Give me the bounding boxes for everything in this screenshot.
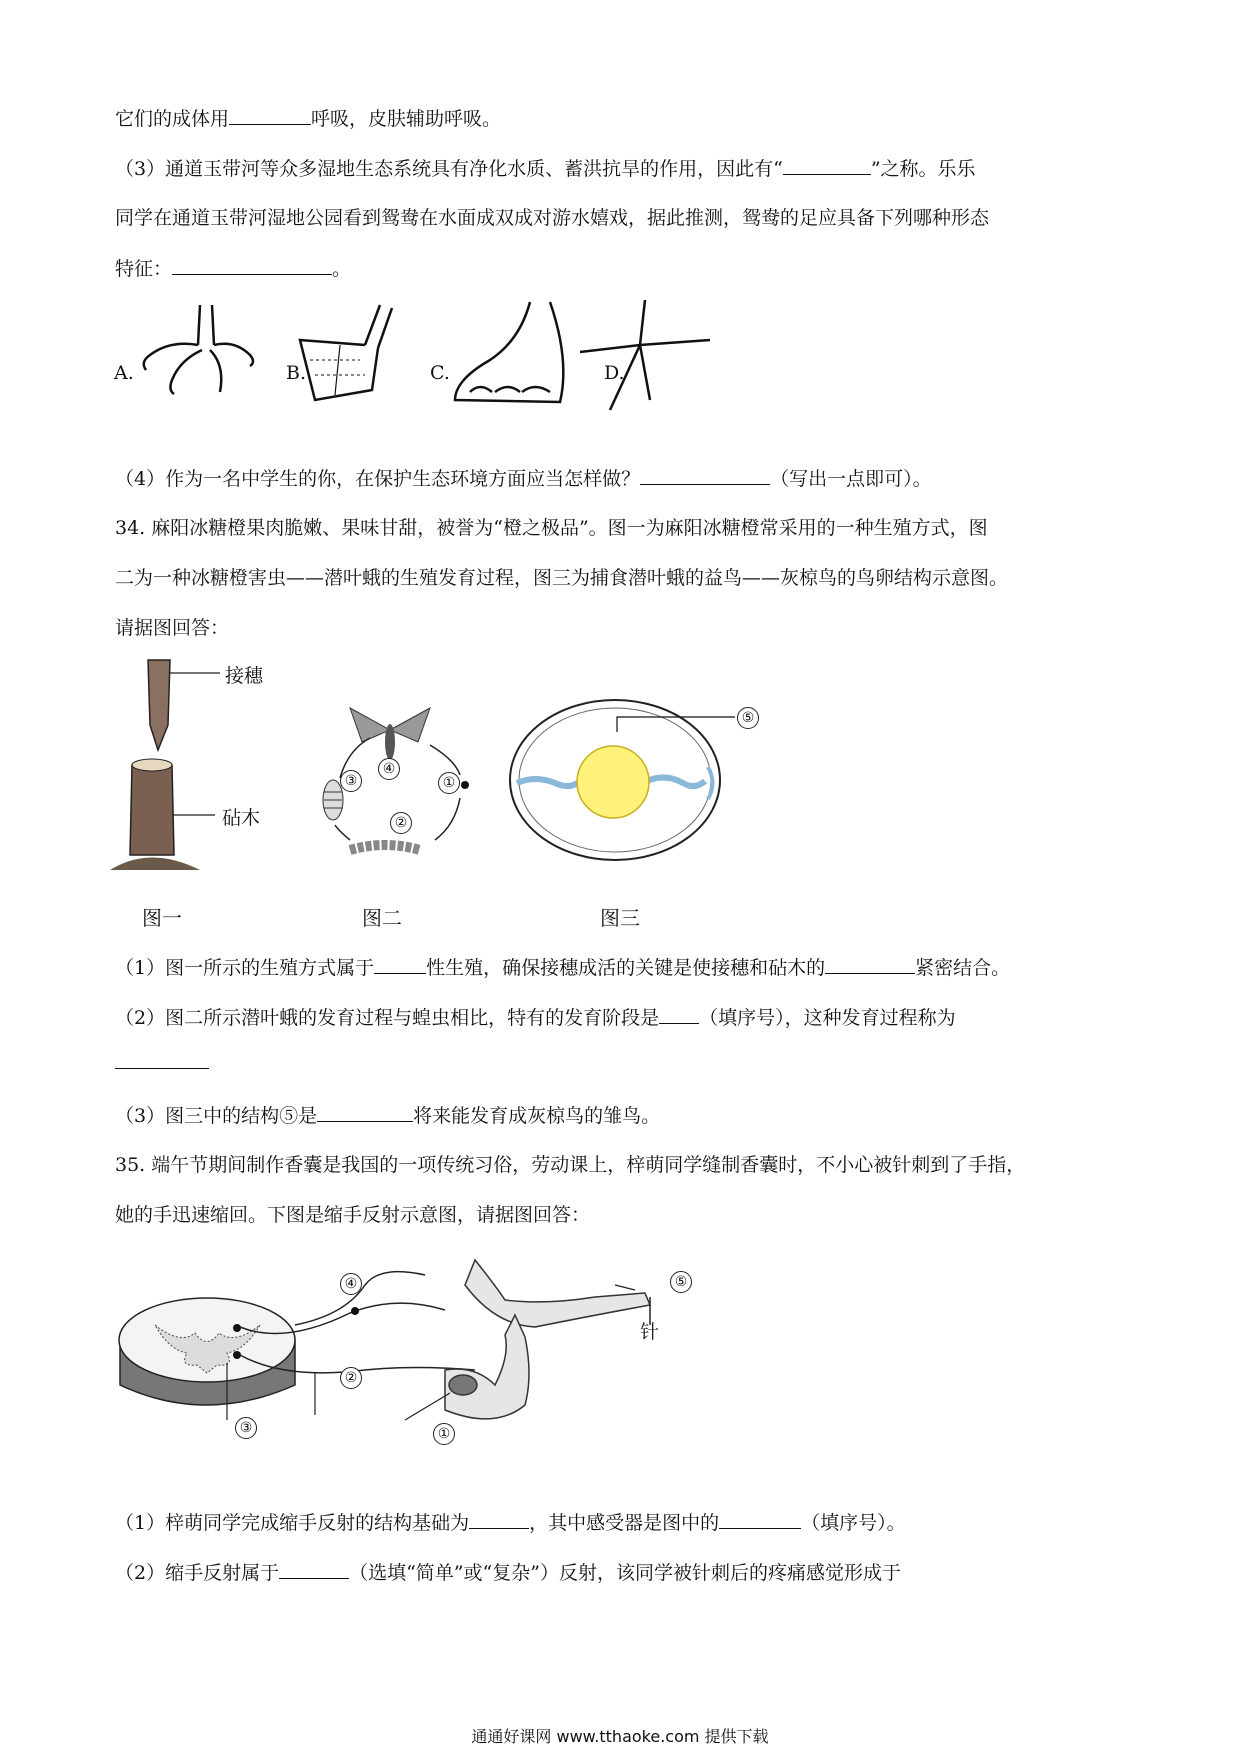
q34-sub1: （1）图一所示的生殖方式属于 性生殖，确保接穗成活的关键是使接穗和砧木的 紧密结合。: [115, 957, 1011, 979]
label-3: ③: [340, 770, 362, 792]
q35-sub1: （1）梓萌同学完成缩手反射的结构基础为 ，其中感受器是图中的 （填序号）。: [115, 1512, 906, 1534]
foot-options-figure: [110, 300, 780, 435]
scion-label: 接穗: [225, 665, 264, 687]
q34-line1: 34. 麻阳冰糖橙果肉脆嫩、果味甘甜，被誉为“橙之极品”。图一为麻阳冰糖橙常采用的一种生殖方式，图: [115, 517, 988, 539]
q34-line3: 请据图回答：: [115, 617, 230, 639]
label-4: ④: [340, 1273, 362, 1295]
answer-blank[interactable]: [469, 1510, 529, 1529]
label-1: ①: [438, 772, 460, 794]
foot-b-drawing: [300, 305, 392, 400]
label-2: ②: [390, 812, 412, 834]
pupa: [323, 780, 343, 820]
needle-label: 针: [640, 1321, 660, 1343]
answer-blank[interactable]: [640, 466, 770, 485]
q33-line1: 它们的成体用 呼吸，皮肤辅助呼吸。: [115, 108, 502, 130]
figure-3-caption: 图三: [600, 906, 640, 930]
foot-c-drawing: [455, 302, 563, 402]
option-a-label: A.: [114, 362, 134, 384]
answer-blank[interactable]: [115, 1068, 209, 1069]
page-footer: 通通好课网 www.tthaoke.com 提供下载: [471, 1727, 769, 1746]
q35-line2: 她的手迅速缩回。下图是缩手反射示意图，请据图回答：: [115, 1204, 591, 1226]
figure-2-caption: 图二: [362, 906, 402, 930]
option-c-label: C.: [430, 362, 450, 384]
q34-sub3: （3）图三中的结构⑤是 将来能发育成灰椋鸟的雏鸟。: [115, 1105, 661, 1127]
answer-blank[interactable]: [374, 955, 426, 974]
answer-blank[interactable]: [229, 106, 311, 125]
q35-sub2: （2）缩手反射属于 （选填“简单”或“复杂”）反射，该同学被针刺后的疼痛感觉形成于: [115, 1562, 901, 1584]
option-d-label: D.: [604, 362, 625, 384]
q35-line1: 35. 端午节期间制作香囊是我国的一项传统习俗，劳动课上，梓萌同学缝制香囊时，不小心被针刺到了手指，: [115, 1154, 1026, 1176]
figure-grafting: [110, 655, 310, 880]
answer-blank[interactable]: [825, 955, 915, 974]
figure-reflex-arc: [115, 1255, 715, 1455]
egg-dot: [461, 781, 469, 789]
figure-1-caption: 图一: [142, 906, 182, 930]
q33-line3: 同学在通道玉带河湿地公园看到鸳鸯在水面成双成对游水嬉戏，据此推测，鸳鸯的足应具备下列哪种形态: [115, 207, 990, 229]
moth-adult: [350, 708, 430, 760]
answer-blank[interactable]: [279, 1560, 349, 1579]
label-5: ⑤: [670, 1271, 692, 1293]
label-5: ⑤: [737, 707, 759, 729]
arm-upper: [465, 1260, 650, 1327]
q34-line2: 二为一种冰糖橙害虫——潜叶蛾的生殖发育过程，图三为捕食潜叶蛾的益鸟——灰椋鸟的鸟卵结构示意图。: [115, 567, 1009, 589]
figure-bird-egg: [505, 695, 765, 865]
label-1: ①: [433, 1423, 455, 1445]
answer-blank[interactable]: [317, 1103, 413, 1122]
q33-line4: 特征： 。: [115, 258, 352, 280]
spinal-cord-section: [119, 1298, 295, 1405]
reflex-arc-drawing: [115, 1255, 715, 1455]
label-3: ③: [235, 1417, 257, 1439]
label-2: ②: [340, 1367, 362, 1389]
figure-moth-lifecycle: [320, 690, 490, 865]
egg-drawing: [505, 695, 765, 865]
q33-line5: （4）作为一名中学生的你，在保护生态环境方面应当怎样做？ （写出一点即可）。: [115, 468, 932, 490]
answer-blank[interactable]: [719, 1510, 801, 1529]
rootstock-label: 砧木: [222, 807, 261, 829]
q33-line2: （3）通道玉带河等众多湿地生态系统具有净化水质、蓄洪抗旱的作用，因此有“ ”之称。乐乐: [115, 158, 976, 180]
arm-lower: [445, 1315, 529, 1419]
larva: [350, 845, 420, 850]
grafting-drawing: [110, 655, 310, 880]
label-4: ④: [378, 758, 400, 780]
option-b-label: B.: [286, 362, 307, 384]
answer-blank[interactable]: [783, 156, 871, 175]
answer-blank[interactable]: [659, 1005, 699, 1024]
answer-blank[interactable]: [172, 256, 332, 275]
foot-drawings: [110, 300, 780, 435]
q34-sub2: （2）图二所示潜叶蛾的发育过程与蝗虫相比，特有的发育阶段是 （填序号），这种发育过程称为: [115, 1007, 956, 1029]
foot-d-drawing: [580, 300, 710, 410]
foot-a-drawing: [144, 305, 253, 394]
